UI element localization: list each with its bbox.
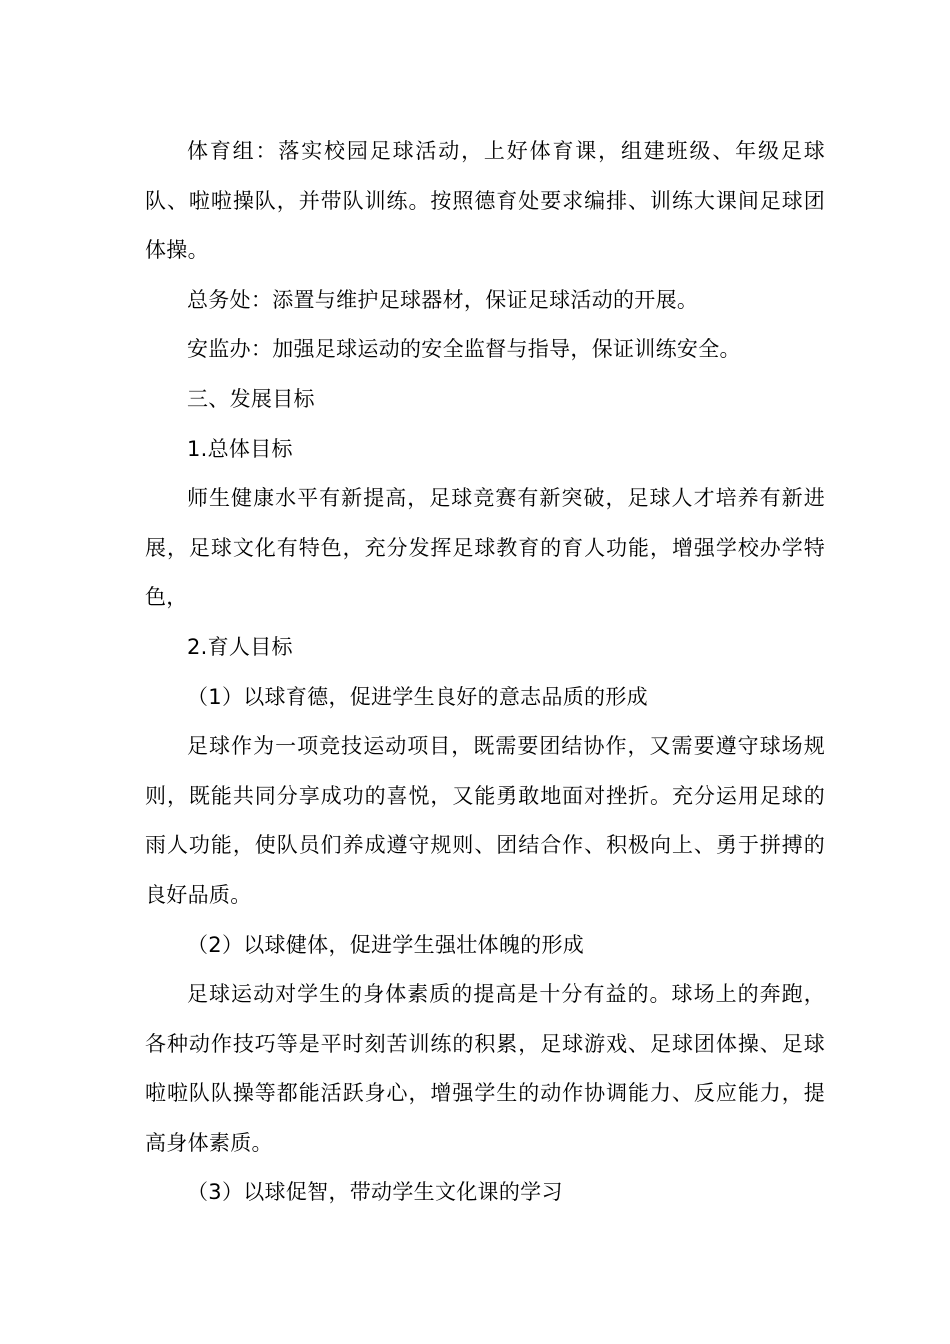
paragraph-fitness: 足球运动对学生的身体素质的提高是十分有益的。球场上的奔跑，各种动作技巧等是平时刻苦训练的积累，足球游戏、足球团体操、足球啦啦队队操等都能活跃身心，增强学生的动作协调能力、反应能力，提高身体素质。 [145,982,825,1155]
paragraph-general-affairs: 总务处：添置与维护足球器材，保证足球活动的开展。 [187,287,699,312]
document-body [145,127,825,1218]
subheading-overall-goal: 1.总体目标 [187,436,293,461]
subheading-morality: （1）以球育德，促进学生良好的意志品质的形成 [187,684,648,709]
section-heading-development-goals: 三、发展目标 [187,386,315,411]
subheading-education-goal: 2.育人目标 [187,634,293,659]
paragraph-sports-group: 体育组：落实校园足球活动，上好体育课，组建班级、年级足球队、啦啦操队，并带队训练。按照德育处要求编排、训练大课间足球团体操。 [145,139,825,263]
subheading-intellect: （3）以球促智，带动学生文化课的学习 [187,1180,563,1205]
paragraph-overall-goal: 师生健康水平有新提高，足球竞赛有新突破，足球人才培养有新进展，足球文化有特色，充分发挥足球教育的育人功能，增强学校办学特色， [145,486,825,610]
paragraph-morality: 足球作为一项竞技运动项目，既需要团结协作，又需要遵守球场规则，既能共同分享成功的喜悦，又能勇敢地面对挫折。充分运用足球的雨人功能，使队员们养成遵守规则、团结合作、积极向上、勇于拼搏的良好品质。 [145,734,825,907]
paragraph-safety-office: 安监办：加强足球运动的安全监督与指导，保证训练安全。 [187,337,741,362]
subheading-fitness: （2）以球健体，促进学生强壮体魄的形成 [187,932,585,957]
